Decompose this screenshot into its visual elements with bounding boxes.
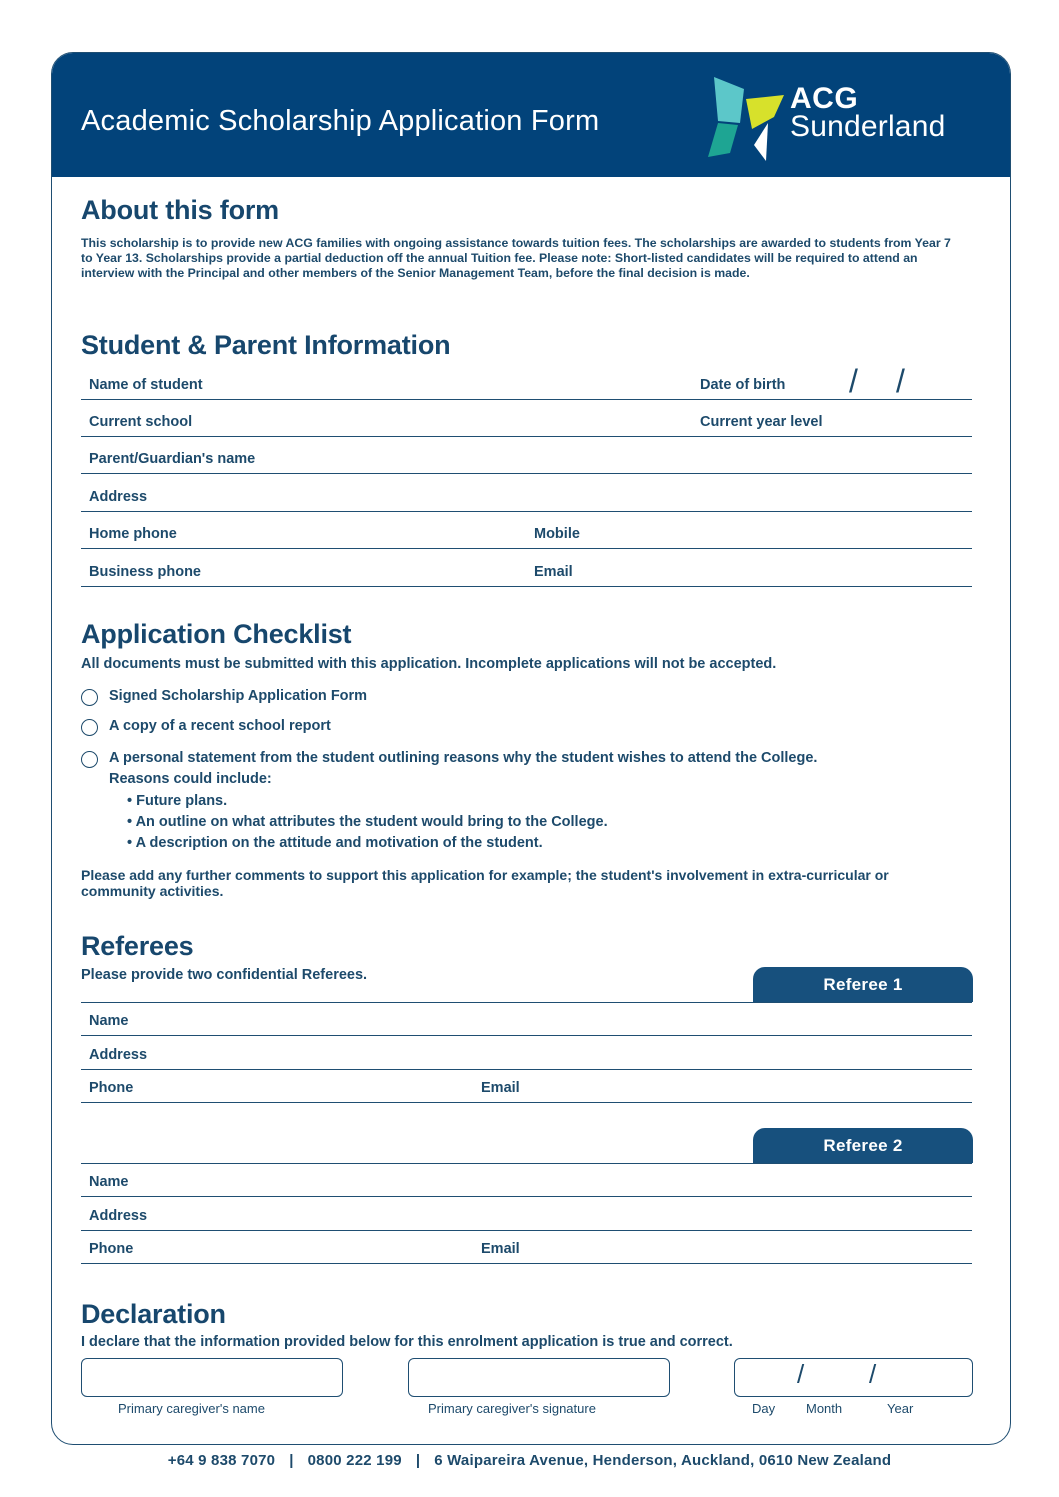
current-school-label: Current school [89, 414, 193, 430]
date-of-birth-label: Date of birth [700, 377, 786, 393]
dob-separator-2: / [896, 363, 905, 399]
footer-separator: | [415, 1452, 421, 1469]
reason-item: • An outline on what attributes the student would bring to the College. [127, 814, 608, 830]
dob-separator-1: / [849, 363, 858, 399]
month-caption: Month [806, 1401, 843, 1416]
form-card: Academic Scholarship Application Form ACG Sunderland About this form This scholarship is to provide new ACG families with ongoing assistance towards tuition fees. The scholarships are awarded to students from Year 7 to Year 13. Scholarships provide a partial deduction off the annual Tuition fee. Please note: Short-listed candidates will be required to attend an interview with the Principal and other members of the Senior Management Team, before the final decision is made. Student & Parent Information Name of student Date of birth / / Current school Current year level Parent/Guardian's name Address Home phone Mobile Business phone Email Application Checklist All documents must be submitted with this application. Incomplete applications will not be accepted. Signed Scholarship Application Form A copy of a recent school report A personal statement from the student outlining reasons why the student wishes to attend the College. Reasons could include: • Future plans. • An outline on what attributes the student would bring to the College. • A description on the attitude and motivation of the student. Please add any further comments to support this application for example; the student's involvement in extra-curricular or community activities. Referees Please provide two confidential Referees. Referee 1 Name Address Phone Email Referee 2 Name Address Phone Email Declaration I declare that the information provided below for this enrolment application is true and correct. Primary caregiver's name Primary caregiver's signature / / Day Month Year [51, 52, 1011, 1445]
footer-address: 6 Waipareira Avenue, Henderson, Auckland, 0610 New Zealand [434, 1452, 892, 1469]
footer-freephone: 0800 222 199 [307, 1452, 402, 1469]
about-heading: About this form [81, 195, 279, 225]
row-name-of-student[interactable] [81, 363, 972, 400]
further-comments-text: Please add any further comments to support this application for example; the student's involvement in extra-curricular or community activities. [81, 867, 889, 899]
logo-mark-icon [704, 75, 794, 165]
row-parent-name[interactable] [81, 437, 972, 474]
referee-1-tab: Referee 1 [753, 967, 973, 1002]
business-phone-label: Business phone [89, 564, 201, 580]
referee-2-name-row[interactable]: Name [81, 1163, 972, 1197]
caregiver-signature-input[interactable] [408, 1358, 670, 1397]
caregiver-name-caption: Primary caregiver's name [118, 1401, 265, 1416]
form-header [52, 53, 1010, 177]
declaration-date-input[interactable] [734, 1358, 973, 1397]
row-business-phone[interactable] [81, 550, 972, 587]
address-label: Address [89, 489, 148, 505]
referees-heading: Referees [81, 931, 194, 961]
referee-2-address-row[interactable]: Address [81, 1197, 972, 1231]
footer-phone: +64 9 838 7070 [167, 1452, 276, 1469]
reason-item: • A description on the attitude and motivation of the student. [127, 835, 543, 851]
declaration-text: I declare that the information provided below for this enrolment application is true and correct. [81, 1334, 733, 1350]
checklist-heading: Application Checklist [81, 619, 352, 649]
name-of-student-label: Name of student [89, 377, 203, 393]
declaration-heading: Declaration [81, 1299, 226, 1329]
logo-sunderland-text: Sunderland [790, 110, 946, 143]
referee-2-tab: Referee 2 [753, 1128, 973, 1163]
referee-2-email-label: Email [481, 1241, 520, 1257]
contact-footer [0, 1452, 1059, 1469]
current-year-level-label: Current year level [700, 414, 823, 430]
day-caption: Day [752, 1401, 776, 1416]
referee-2-phone-row[interactable]: Phone Email [81, 1230, 972, 1264]
referee-1-email-label: Email [481, 1080, 520, 1096]
referee-1-phone-row[interactable]: Phone Email [81, 1069, 972, 1103]
reason-item: • Future plans. [127, 793, 228, 809]
row-home-phone[interactable] [81, 512, 972, 549]
email-label: Email [534, 564, 573, 580]
referee-1-address-row[interactable]: Address [81, 1036, 972, 1070]
mobile-label: Mobile [534, 526, 580, 542]
date-separator-2: / [869, 1359, 877, 1389]
checkbox-circle-icon[interactable] [81, 751, 98, 768]
date-separator-1: / [797, 1359, 805, 1389]
row-current-school[interactable] [81, 400, 972, 437]
checklist-intro: All documents must be submitted with this application. Incomplete applications will not be accepted. [81, 656, 777, 672]
row-address[interactable] [81, 475, 972, 512]
caregiver-name-input[interactable] [81, 1358, 343, 1397]
year-caption: Year [887, 1401, 914, 1416]
footer-separator: | [289, 1452, 294, 1469]
checkbox-circle-icon[interactable] [81, 689, 98, 706]
student-heading: Student & Parent Information [81, 330, 451, 360]
reasons-list [127, 791, 608, 854]
form-title: Academic Scholarship Application Form [81, 105, 600, 137]
checkbox-circle-icon[interactable] [81, 719, 98, 736]
caregiver-signature-caption: Primary caregiver's signature [428, 1401, 596, 1416]
home-phone-label: Home phone [89, 526, 177, 542]
referees-intro: Please provide two confidential Referees. [81, 967, 368, 983]
about-text: This scholarship is to provide new ACG families with ongoing assistance towards tuition fees. The scholarships are awarded to students from Year 7 to Year 13. Scholarships provide a partial deduction off the annual Tuition fee. Please note: Short-listed candidates will be required to attend an interview with the Principal and other members of the Senior Management Team, before the final decision is made. [81, 236, 951, 280]
logo-acg-text: ACG [790, 82, 859, 115]
referee-1-name-row[interactable]: Name [81, 1002, 972, 1036]
parent-name-label: Parent/Guardian's name [89, 451, 256, 467]
acg-sunderland-logo [704, 75, 974, 165]
